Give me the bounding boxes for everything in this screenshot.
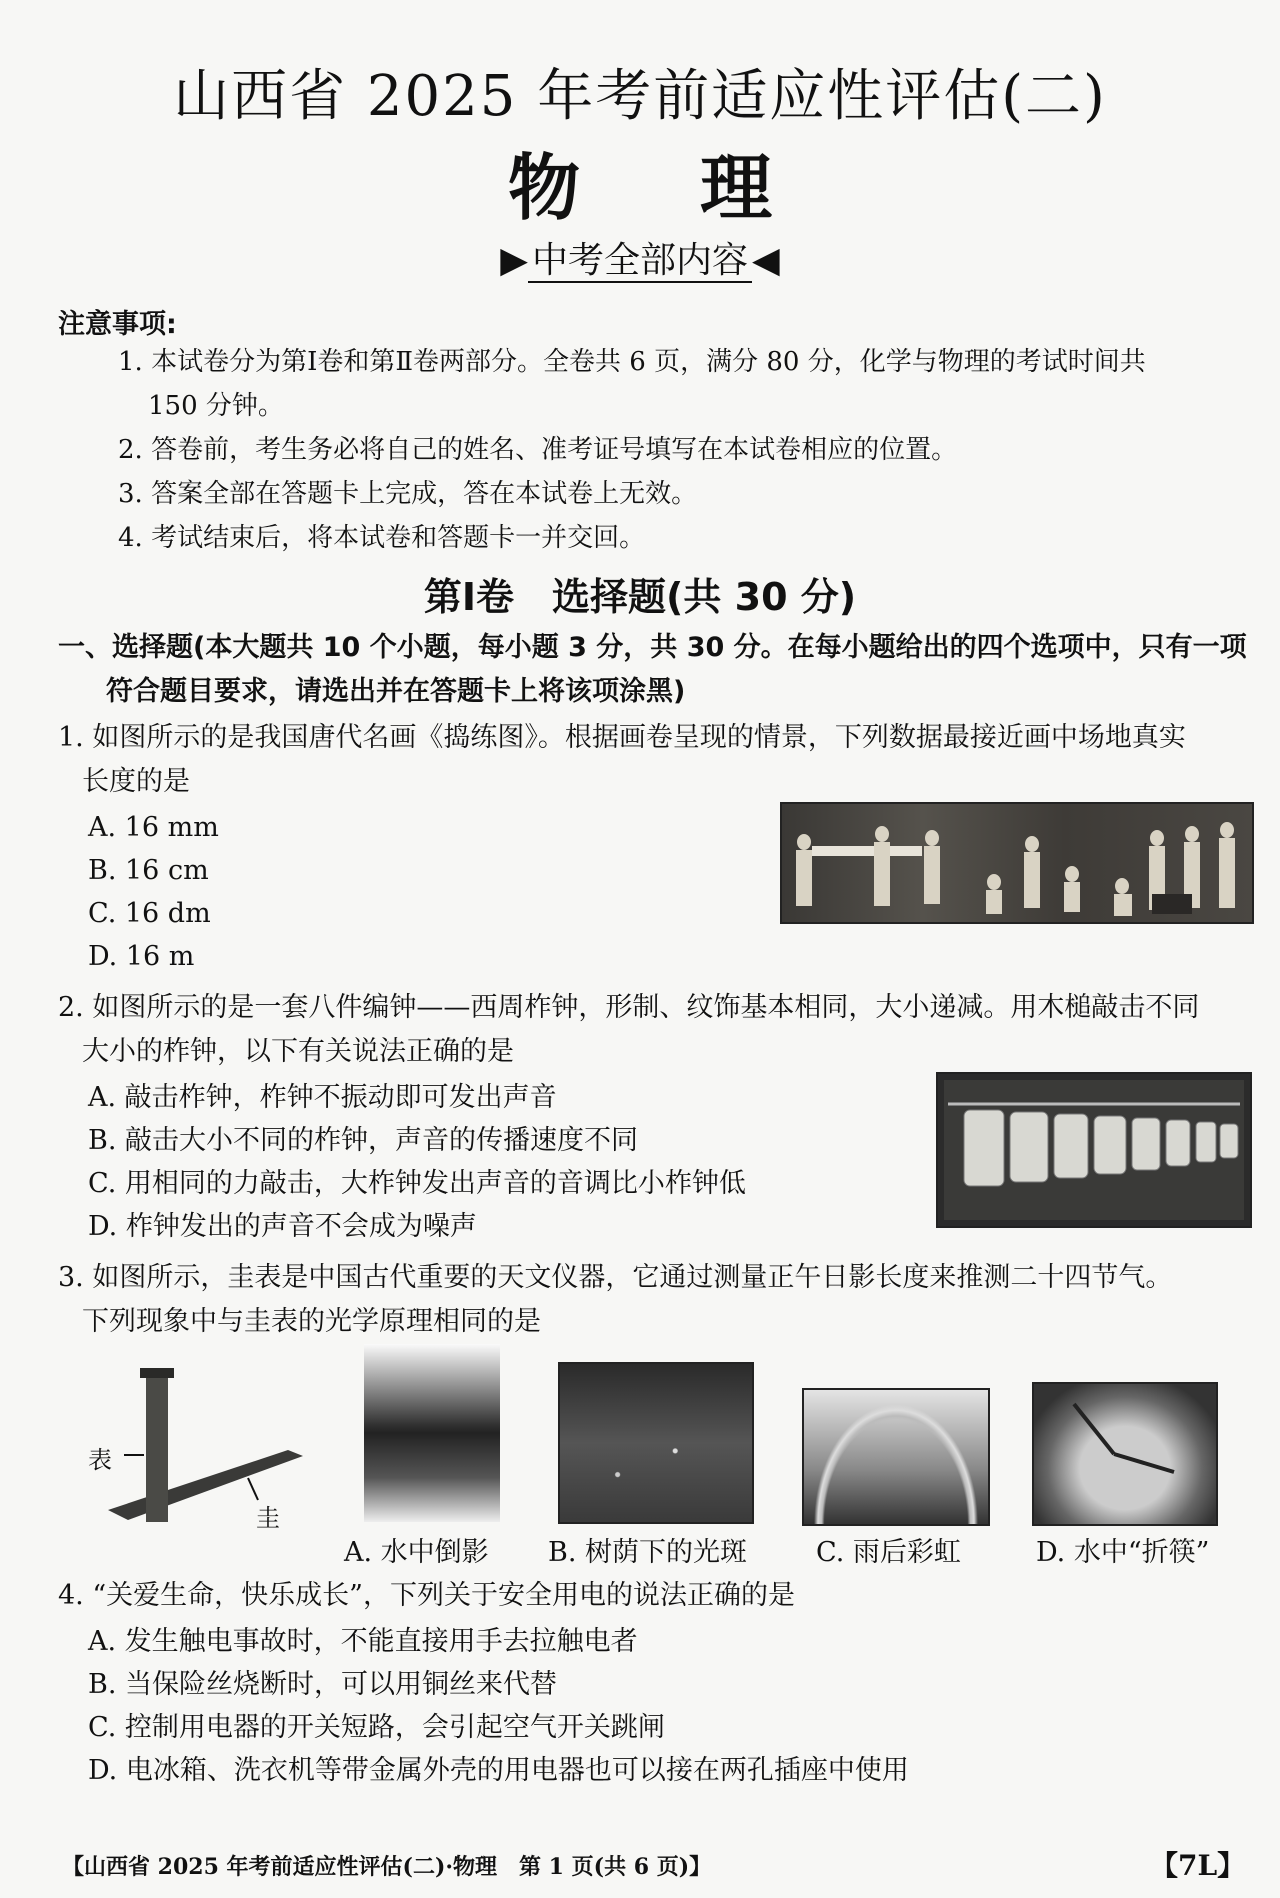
q4-stem-line1: 4. “关爱生命，快乐成长”，下列关于安全用电的说法正确的是: [58, 1580, 795, 1611]
q3-caption-d: D. 水中“折筷”: [1036, 1537, 1210, 1568]
chopsticks-drawing: [1034, 1384, 1216, 1524]
q3-caption-a: A. 水中倒影: [344, 1537, 489, 1568]
part-intro: [58, 626, 1258, 714]
notice-item: 1. 本试卷分为第Ⅰ卷和第Ⅱ卷两部分。全卷共 6 页，满分 80 分，化学与物理的考试时间共: [118, 347, 1146, 377]
q2-option-b: B. 敲击大小不同的柞钟，声音的传播速度不同: [88, 1125, 639, 1156]
q3-stem-line1: 3. 如图所示，圭表是中国古代重要的天文仪器，它通过测量正午日影长度来推测二十四节气。: [58, 1262, 1173, 1293]
subject-title: 物理: [507, 145, 892, 230]
bianzhong-bells-image: [936, 1072, 1252, 1228]
left-triangle-icon: ◀: [752, 240, 780, 281]
q2-option-c: C. 用相同的力敲击，大柞钟发出声音的音调比小柞钟低: [88, 1168, 746, 1199]
water-reflection-image: [364, 1344, 500, 1522]
q2-stem-line1: 2. 如图所示的是一套八件编钟——西周柞钟，形制、纹饰基本相同，大小递减。用木槌敲击不同: [58, 992, 1200, 1023]
q2-stem-line2: 大小的柞钟，以下有关说法正确的是: [82, 1036, 514, 1067]
q4-option-d: D. 电冰箱、洗衣机等带金属外壳的用电器也可以接在两孔插座中使用: [88, 1755, 909, 1786]
notice-heading: 注意事项:: [58, 309, 177, 340]
daolian-figures-drawing: [782, 804, 1252, 922]
guibiao-figure: [88, 1360, 318, 1530]
q4-option-b: B. 当保险丝烧断时，可以用铜丝来代替: [88, 1669, 558, 1700]
scope-text: 中考全部内容: [528, 240, 752, 283]
bells-drawing: [938, 1074, 1250, 1226]
rainbow-image: [802, 1388, 990, 1526]
guibiao-drawing: [88, 1360, 318, 1530]
q1-option-a: A. 16 mm: [88, 812, 219, 843]
part-intro-line2: 符合题目要求，请选出并在答题卡上将该项涂黑): [106, 676, 686, 707]
scope-label: [0, 232, 1280, 283]
daolian-painting-image: [780, 802, 1254, 924]
label-biao: 表: [88, 1446, 112, 1474]
q2-option-d: D. 柞钟发出的声音不会成为噪声: [88, 1211, 477, 1242]
q2-option-a: A. 敲击柞钟，柞钟不振动即可发出声音: [88, 1082, 557, 1113]
exam-title: 山西省 2025 年考前适应性评估(二): [173, 64, 1107, 129]
q1-option-b: B. 16 cm: [88, 855, 209, 886]
q4-option-a: A. 发生触电事故时，不能直接用手去拉触电者: [88, 1626, 638, 1657]
paper-code: 【7L】: [1150, 1849, 1246, 1882]
q3-caption-b: B. 树荫下的光斑: [548, 1537, 748, 1568]
page-footer: 【山西省 2025 年考前适应性评估(二)·物理 第 1 页(共 6 页)】: [62, 1854, 712, 1880]
q4-option-c: C. 控制用电器的开关短路，会引起空气开关跳闸: [88, 1712, 665, 1743]
section-title: 第Ⅰ卷 选择题(共 30 分): [423, 575, 857, 619]
notice-item: 150 分钟。: [148, 391, 284, 421]
label-gui: 圭: [256, 1504, 280, 1532]
bent-chopsticks-image: [1032, 1382, 1218, 1526]
tree-shade-light-spots-image: [558, 1362, 754, 1524]
part-intro-line1: 一、选择题(本大题共 10 个小题，每小题 3 分，共 30 分。在每小题给出的四个选项中，只有一项: [58, 632, 1247, 663]
right-triangle-icon: ▶: [500, 240, 528, 281]
notice-item: 2. 答卷前，考生务必将自己的姓名、准考证号填写在本试卷相应的位置。: [118, 435, 958, 465]
q1-stem-line2: 长度的是: [82, 766, 190, 797]
q1-option-d: D. 16 m: [88, 941, 195, 972]
q3-caption-c: C. 雨后彩虹: [816, 1537, 961, 1568]
q1-stem-line1: 1. 如图所示的是我国唐代名画《捣练图》。根据画卷呈现的情景，下列数据最接近画中场地真实: [58, 722, 1186, 753]
q1-option-c: C. 16 dm: [88, 898, 211, 929]
notice-item: 3. 答案全部在答题卡上完成，答在本试卷上无效。: [118, 479, 698, 509]
notice-item: 4. 考试结束后，将本试卷和答题卡一并交回。: [118, 523, 646, 553]
q3-stem-line2: 下列现象中与圭表的光学原理相同的是: [82, 1306, 541, 1337]
